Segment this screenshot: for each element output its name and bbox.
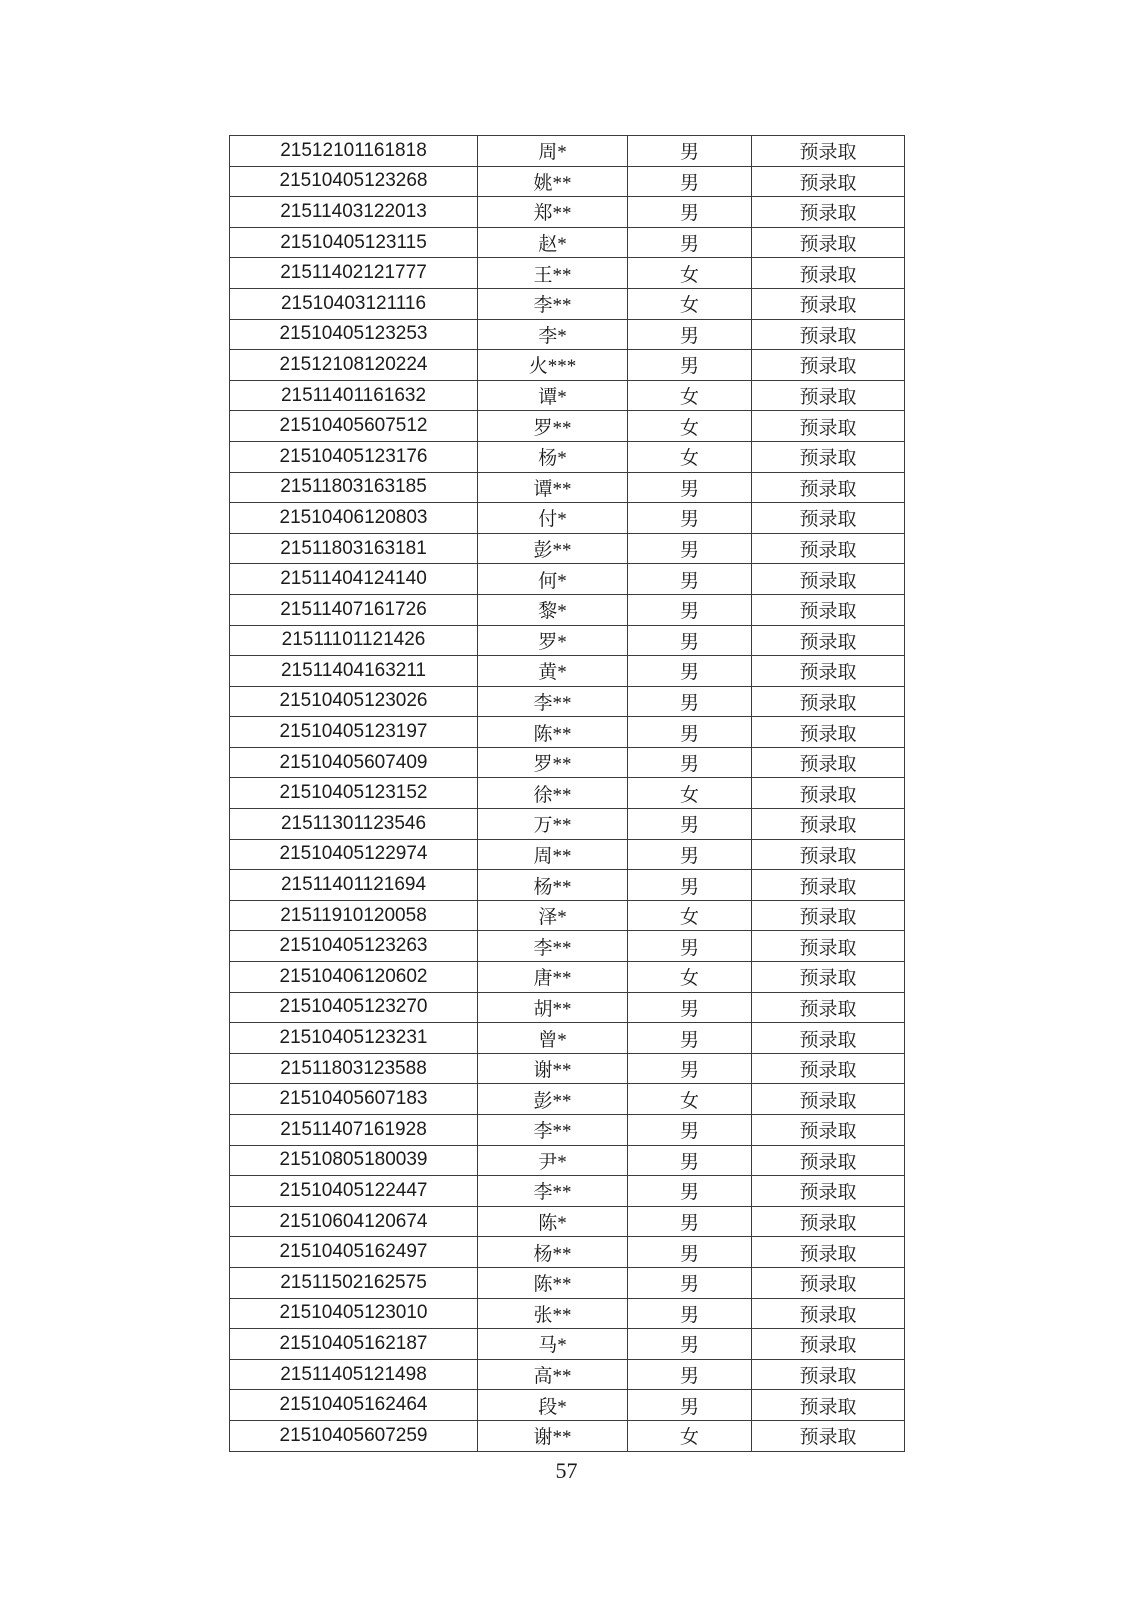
candidate-id-cell: 21510406120803 (230, 503, 478, 534)
candidate-gender-cell: 男 (628, 717, 752, 748)
candidate-gender-cell: 男 (628, 1298, 752, 1329)
candidate-name-cell: 李** (478, 1115, 628, 1146)
candidate-name-cell: 杨* (478, 441, 628, 472)
candidate-gender-cell: 男 (628, 656, 752, 687)
table-row (230, 931, 905, 962)
candidate-id-cell: 21511101121426 (230, 625, 478, 656)
candidate-gender-cell: 男 (628, 503, 752, 534)
candidate-gender-cell: 男 (628, 533, 752, 564)
candidate-id-cell: 21510405607409 (230, 747, 478, 778)
candidate-gender-cell: 男 (628, 472, 752, 503)
candidate-id-cell: 21510405123270 (230, 992, 478, 1023)
table-row (230, 411, 905, 442)
candidate-id-cell: 21510405123253 (230, 319, 478, 350)
candidate-name-cell: 黎* (478, 594, 628, 625)
candidate-gender-cell: 女 (628, 900, 752, 931)
admission-status-cell: 预录取 (752, 1023, 905, 1054)
admission-status-cell: 预录取 (752, 594, 905, 625)
candidate-id-cell: 21510405123268 (230, 166, 478, 197)
table-row (230, 1023, 905, 1054)
admission-status-cell: 预录取 (752, 136, 905, 167)
table-row (230, 870, 905, 901)
admission-status-cell: 预录取 (752, 564, 905, 595)
table-row (230, 1115, 905, 1146)
candidate-id-cell: 21510405162187 (230, 1329, 478, 1360)
candidate-id-cell: 21511803123588 (230, 1053, 478, 1084)
admission-status-cell: 预录取 (752, 441, 905, 472)
candidate-id-cell: 21510405123231 (230, 1023, 478, 1054)
candidate-name-cell: 周* (478, 136, 628, 167)
candidate-name-cell: 段* (478, 1390, 628, 1421)
table-row (230, 380, 905, 411)
candidate-name-cell: 万** (478, 809, 628, 840)
table-row (230, 1237, 905, 1268)
candidate-gender-cell: 男 (628, 931, 752, 962)
admission-status-cell: 预录取 (752, 1267, 905, 1298)
table-row (230, 839, 905, 870)
candidate-gender-cell: 男 (628, 992, 752, 1023)
candidate-gender-cell: 男 (628, 1023, 752, 1054)
candidate-gender-cell: 女 (628, 962, 752, 993)
table-row (230, 1329, 905, 1360)
admission-list-table (229, 135, 905, 1452)
candidate-name-cell: 周** (478, 839, 628, 870)
candidate-id-cell: 21511401161632 (230, 380, 478, 411)
admission-status-cell: 预录取 (752, 472, 905, 503)
table-row (230, 656, 905, 687)
candidate-name-cell: 谢** (478, 1053, 628, 1084)
candidate-gender-cell: 男 (628, 136, 752, 167)
table-body (230, 136, 905, 1452)
table-row (230, 1176, 905, 1207)
admission-status-cell: 预录取 (752, 1237, 905, 1268)
candidate-id-cell: 21511405121498 (230, 1359, 478, 1390)
admission-status-cell: 预录取 (752, 962, 905, 993)
candidate-name-cell: 彭** (478, 1084, 628, 1115)
table-row (230, 992, 905, 1023)
candidate-gender-cell: 男 (628, 1267, 752, 1298)
table-row (230, 258, 905, 289)
candidate-id-cell: 21510405162497 (230, 1237, 478, 1268)
admission-status-cell: 预录取 (752, 1359, 905, 1390)
candidate-name-cell: 张** (478, 1298, 628, 1329)
candidate-name-cell: 泽* (478, 900, 628, 931)
candidate-gender-cell: 男 (628, 1053, 752, 1084)
candidate-id-cell: 21511403122013 (230, 197, 478, 228)
candidate-gender-cell: 女 (628, 441, 752, 472)
candidate-gender-cell: 女 (628, 380, 752, 411)
candidate-id-cell: 21510405123152 (230, 778, 478, 809)
candidate-id-cell: 21510405122447 (230, 1176, 478, 1207)
admission-status-cell: 预录取 (752, 1084, 905, 1115)
page-footer (229, 1458, 904, 1484)
candidate-id-cell: 21510405123176 (230, 441, 478, 472)
admission-status-cell: 预录取 (752, 503, 905, 534)
admission-status-cell: 预录取 (752, 1390, 905, 1421)
table-row (230, 962, 905, 993)
admission-status-cell: 预录取 (752, 809, 905, 840)
candidate-name-cell: 曾* (478, 1023, 628, 1054)
table-row (230, 1084, 905, 1115)
candidate-name-cell: 王** (478, 258, 628, 289)
candidate-gender-cell: 男 (628, 166, 752, 197)
table-row (230, 197, 905, 228)
table-row (230, 166, 905, 197)
candidate-gender-cell: 男 (628, 686, 752, 717)
admission-status-cell: 预录取 (752, 227, 905, 258)
admission-status-cell: 预录取 (752, 166, 905, 197)
candidate-name-cell: 尹* (478, 1145, 628, 1176)
candidate-id-cell: 21511803163181 (230, 533, 478, 564)
candidate-gender-cell: 男 (628, 564, 752, 595)
candidate-name-cell: 徐** (478, 778, 628, 809)
table-row (230, 227, 905, 258)
candidate-name-cell: 黄* (478, 656, 628, 687)
candidate-gender-cell: 男 (628, 197, 752, 228)
candidate-name-cell: 谢** (478, 1420, 628, 1451)
candidate-gender-cell: 男 (628, 1329, 752, 1360)
table-row (230, 1298, 905, 1329)
candidate-id-cell: 21511402121777 (230, 258, 478, 289)
candidate-id-cell: 21510405607183 (230, 1084, 478, 1115)
candidate-gender-cell: 女 (628, 1420, 752, 1451)
candidate-gender-cell: 男 (628, 1176, 752, 1207)
table-row (230, 1420, 905, 1451)
candidate-gender-cell: 男 (628, 625, 752, 656)
candidate-name-cell: 罗** (478, 747, 628, 778)
table-row (230, 900, 905, 931)
candidate-id-cell: 21510405162464 (230, 1390, 478, 1421)
table-row (230, 778, 905, 809)
candidate-name-cell: 唐** (478, 962, 628, 993)
candidate-id-cell: 21510405123010 (230, 1298, 478, 1329)
candidate-name-cell: 高** (478, 1359, 628, 1390)
admission-status-cell: 预录取 (752, 839, 905, 870)
candidate-name-cell: 李** (478, 686, 628, 717)
admission-status-cell: 预录取 (752, 1053, 905, 1084)
candidate-id-cell: 21511803163185 (230, 472, 478, 503)
table-row (230, 533, 905, 564)
candidate-id-cell: 21510406120602 (230, 962, 478, 993)
candidate-name-cell: 谭** (478, 472, 628, 503)
table-row (230, 1267, 905, 1298)
admission-status-cell: 预录取 (752, 1298, 905, 1329)
candidate-name-cell: 李** (478, 931, 628, 962)
table-row (230, 503, 905, 534)
admission-status-cell: 预录取 (752, 656, 905, 687)
admission-status-cell: 预录取 (752, 625, 905, 656)
admission-status-cell: 预录取 (752, 1206, 905, 1237)
candidate-gender-cell: 男 (628, 1145, 752, 1176)
candidate-name-cell: 杨** (478, 870, 628, 901)
table-row (230, 319, 905, 350)
candidate-gender-cell: 男 (628, 1206, 752, 1237)
table-row (230, 686, 905, 717)
candidate-name-cell: 罗* (478, 625, 628, 656)
admission-status-cell: 预录取 (752, 931, 905, 962)
candidate-gender-cell: 女 (628, 258, 752, 289)
admission-status-cell: 预录取 (752, 533, 905, 564)
candidate-id-cell: 21512101161818 (230, 136, 478, 167)
candidate-name-cell: 郑** (478, 197, 628, 228)
candidate-id-cell: 21511404163211 (230, 656, 478, 687)
admission-status-cell: 预录取 (752, 288, 905, 319)
table-row (230, 717, 905, 748)
admission-status-cell: 预录取 (752, 258, 905, 289)
candidate-gender-cell: 男 (628, 1115, 752, 1146)
candidate-id-cell: 21511301123546 (230, 809, 478, 840)
table-row (230, 441, 905, 472)
admission-status-cell: 预录取 (752, 900, 905, 931)
candidate-id-cell: 21510405607512 (230, 411, 478, 442)
table-row (230, 1145, 905, 1176)
table-row (230, 747, 905, 778)
candidate-name-cell: 李** (478, 1176, 628, 1207)
candidate-name-cell: 何* (478, 564, 628, 595)
table-row (230, 625, 905, 656)
candidate-name-cell: 彭** (478, 533, 628, 564)
table-row (230, 1390, 905, 1421)
admission-status-cell: 预录取 (752, 1145, 905, 1176)
candidate-gender-cell: 男 (628, 1237, 752, 1268)
table-row (230, 1053, 905, 1084)
candidate-gender-cell: 女 (628, 778, 752, 809)
candidate-name-cell: 李* (478, 319, 628, 350)
table-row (230, 288, 905, 319)
table-row (230, 350, 905, 381)
table-row (230, 809, 905, 840)
table-row (230, 1206, 905, 1237)
admission-status-cell: 预录取 (752, 350, 905, 381)
candidate-id-cell: 21511502162575 (230, 1267, 478, 1298)
candidate-name-cell: 火*** (478, 350, 628, 381)
candidate-name-cell: 罗** (478, 411, 628, 442)
table-row (230, 1359, 905, 1390)
candidate-gender-cell: 女 (628, 411, 752, 442)
candidate-gender-cell: 女 (628, 288, 752, 319)
table-row (230, 594, 905, 625)
admission-status-cell: 预录取 (752, 717, 905, 748)
candidate-name-cell: 杨** (478, 1237, 628, 1268)
admission-status-cell: 预录取 (752, 992, 905, 1023)
page-number: 57 (555, 1458, 578, 1483)
candidate-id-cell: 21511910120058 (230, 900, 478, 931)
admission-status-cell: 预录取 (752, 1420, 905, 1451)
candidate-name-cell: 付* (478, 503, 628, 534)
candidate-name-cell: 陈** (478, 717, 628, 748)
candidate-id-cell: 21511407161928 (230, 1115, 478, 1146)
table-row (230, 136, 905, 167)
candidate-gender-cell: 男 (628, 747, 752, 778)
candidate-name-cell: 赵* (478, 227, 628, 258)
candidate-id-cell: 21511404124140 (230, 564, 478, 595)
admission-status-cell: 预录取 (752, 1115, 905, 1146)
candidate-id-cell: 21510405123026 (230, 686, 478, 717)
admission-status-cell: 预录取 (752, 411, 905, 442)
admission-status-cell: 预录取 (752, 747, 905, 778)
candidate-id-cell: 21510604120674 (230, 1206, 478, 1237)
candidate-id-cell: 21510405607259 (230, 1420, 478, 1451)
candidate-id-cell: 21511407161726 (230, 594, 478, 625)
admission-status-cell: 预录取 (752, 197, 905, 228)
candidate-id-cell: 21511401121694 (230, 870, 478, 901)
admission-status-cell: 预录取 (752, 380, 905, 411)
candidate-gender-cell: 男 (628, 1359, 752, 1390)
admission-status-cell: 预录取 (752, 319, 905, 350)
candidate-gender-cell: 女 (628, 1084, 752, 1115)
candidate-gender-cell: 男 (628, 1390, 752, 1421)
candidate-gender-cell: 男 (628, 809, 752, 840)
candidate-id-cell: 21510405122974 (230, 839, 478, 870)
candidate-id-cell: 21510405123197 (230, 717, 478, 748)
admission-status-cell: 预录取 (752, 686, 905, 717)
candidate-gender-cell: 男 (628, 594, 752, 625)
table-row (230, 472, 905, 503)
candidate-name-cell: 马* (478, 1329, 628, 1360)
candidate-id-cell: 21510405123263 (230, 931, 478, 962)
candidate-id-cell: 21512108120224 (230, 350, 478, 381)
candidate-gender-cell: 男 (628, 227, 752, 258)
table-row (230, 564, 905, 595)
admission-status-cell: 预录取 (752, 1176, 905, 1207)
candidate-gender-cell: 男 (628, 839, 752, 870)
candidate-name-cell: 李** (478, 288, 628, 319)
candidate-gender-cell: 男 (628, 350, 752, 381)
candidate-name-cell: 谭* (478, 380, 628, 411)
candidate-name-cell: 陈* (478, 1206, 628, 1237)
admission-status-cell: 预录取 (752, 778, 905, 809)
candidate-name-cell: 陈** (478, 1267, 628, 1298)
candidate-gender-cell: 男 (628, 870, 752, 901)
candidate-id-cell: 21510403121116 (230, 288, 478, 319)
admission-status-cell: 预录取 (752, 1329, 905, 1360)
admission-status-cell: 预录取 (752, 870, 905, 901)
candidate-id-cell: 21510805180039 (230, 1145, 478, 1176)
candidate-id-cell: 21510405123115 (230, 227, 478, 258)
candidate-name-cell: 姚** (478, 166, 628, 197)
candidate-name-cell: 胡** (478, 992, 628, 1023)
candidate-gender-cell: 男 (628, 319, 752, 350)
